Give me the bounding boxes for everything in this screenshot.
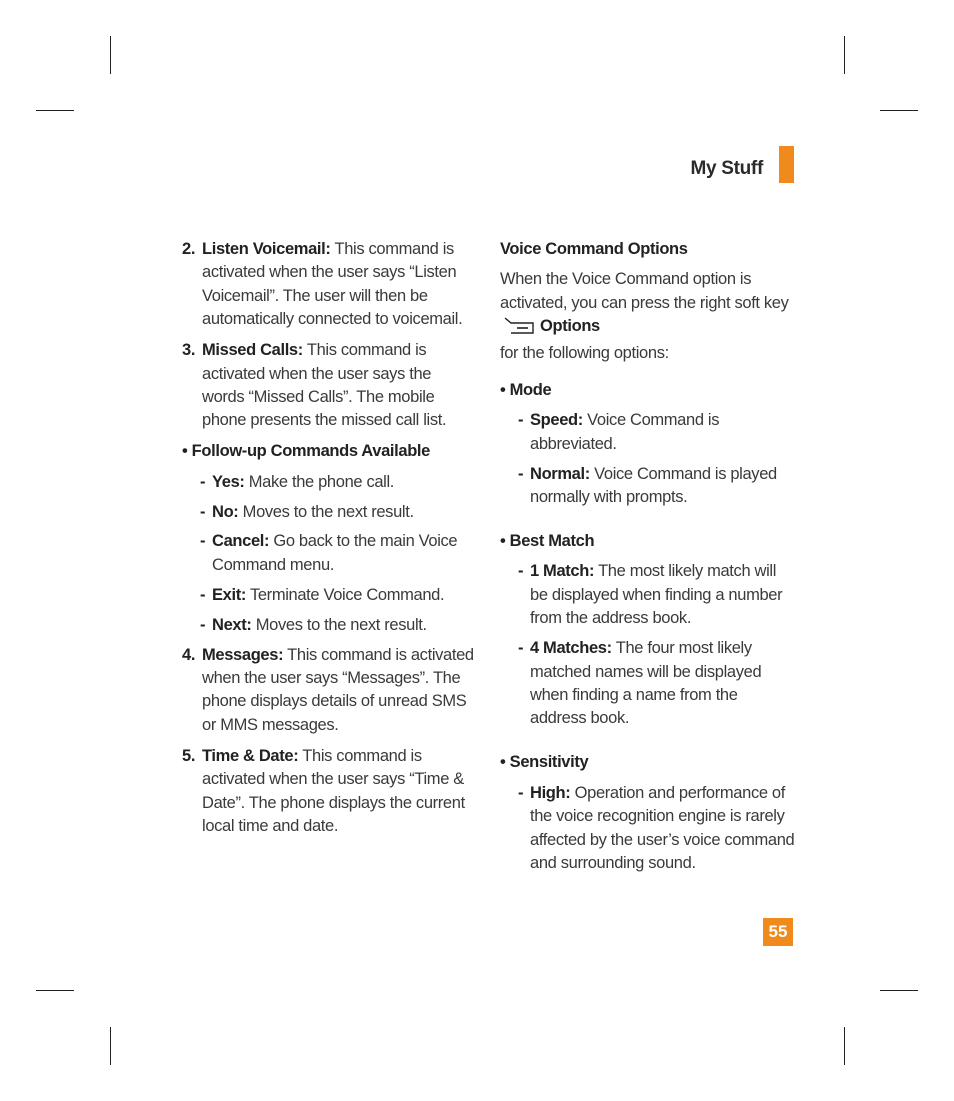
list-item	[182, 339, 474, 433]
sub-item-term: High:	[530, 783, 571, 802]
left-column	[182, 238, 474, 846]
sub-item: - 1 Match: The most likely match will be displayed when finding a number from the address book.	[518, 562, 783, 628]
crop-mark	[880, 990, 918, 991]
sub-item: - 4 Matches: The four most likely matched names will be displayed when finding a name from the address book.	[518, 639, 762, 728]
bullet-heading: • Mode	[500, 381, 552, 400]
sub-item-term: Cancel:	[212, 532, 270, 551]
item-term: Time & Date:	[202, 746, 299, 765]
sub-item: - Cancel: Go back to the main Voice Command menu.	[200, 532, 458, 574]
sub-item: - No: Moves to the next result.	[200, 502, 414, 521]
item-text: This command is activated when the user says “Listen Voicemail”. The user will then be automatically connected to voicemail.	[202, 240, 463, 329]
sub-item-text: Go back to the main Voice Command menu.	[212, 532, 458, 574]
right-column	[500, 238, 796, 882]
sub-item-term: Normal:	[530, 464, 590, 483]
sub-item-text: The four most likely matched names will be displayed when finding a name from the address book.	[530, 639, 762, 728]
intro-text: When the Voice Command option is activated, you can press the right soft key	[500, 270, 789, 312]
crop-mark	[36, 990, 74, 991]
item-text: This command is activated when the user says the words “Missed Calls”. The mobile phone presents the missed call list.	[202, 341, 447, 430]
sub-item: - Next: Moves to the next result.	[200, 615, 427, 634]
item-text: This command is activated when the user says “Time & Date”. The phone displays the current local time and date.	[202, 746, 465, 835]
crop-mark	[110, 1027, 111, 1065]
sub-item: - Speed: Voice Command is abbreviated.	[518, 411, 720, 453]
list-item	[182, 745, 474, 839]
sub-item-term: Speed:	[530, 411, 583, 430]
item-number: 3.	[182, 341, 196, 360]
sub-item: - Normal: Voice Command is played normally with prompts.	[518, 464, 777, 507]
section-title: My Stuff	[690, 158, 763, 179]
item-term: Messages:	[202, 645, 284, 664]
crop-mark	[110, 36, 111, 74]
crop-mark	[880, 110, 918, 111]
bullet-heading: • Sensitivity	[500, 753, 589, 772]
sub-item: - Yes: Make the phone call.	[200, 472, 395, 491]
sub-item-term: 1 Match:	[530, 562, 595, 581]
sub-item-text: The most likely match will be displayed when finding a number from the address book.	[530, 562, 783, 628]
sub-item-text: Voice Command is abbreviated.	[530, 411, 720, 453]
sub-item-term: 4 Matches:	[530, 639, 612, 658]
options-label: Options	[540, 317, 600, 336]
item-term: Listen Voicemail:	[202, 240, 331, 258]
options-intro	[500, 268, 796, 365]
sub-item-text: Make the phone call.	[244, 472, 395, 491]
list-item	[182, 644, 474, 738]
bullet-heading: • Follow-up Commands Available	[182, 442, 430, 461]
sub-item-text: Voice Command is played normally with prompts.	[530, 464, 777, 507]
crop-mark	[844, 36, 845, 74]
sub-item-term: Exit:	[212, 585, 247, 604]
sub-item: - Exit: Terminate Voice Command.	[200, 585, 445, 604]
sub-item-text: Moves to the next result.	[238, 502, 414, 521]
intro-text-end: for the following options:	[500, 343, 669, 362]
page-number: 55	[763, 918, 793, 946]
section-tab-marker	[779, 146, 794, 183]
list-item	[182, 238, 474, 332]
sub-item-text: Terminate Voice Command.	[246, 585, 445, 604]
sub-item-term: No:	[212, 502, 239, 521]
sub-item-text: Operation and performance of the voice recognition engine is rarely affected by the user’s voice command and surrounding sound.	[530, 783, 795, 872]
bullet-heading: • Best Match	[500, 532, 595, 551]
crop-mark	[844, 1027, 845, 1065]
item-text: This command is activated when the user says “Messages”. The phone displays details of unread SMS or MMS messages.	[202, 645, 474, 734]
item-number: 2.	[182, 240, 196, 258]
sub-item-text: Moves to the next result.	[251, 615, 427, 634]
item-number: 4.	[182, 645, 196, 664]
crop-mark	[36, 110, 74, 111]
sub-item-term: Yes:	[212, 472, 245, 491]
sub-item-term: Next:	[212, 615, 252, 634]
options-title: Voice Command Options	[500, 240, 688, 258]
sub-item: - High: Operation and performance of the voice recognition engine is rarely affected by the user’s voice command and surrounding sound.	[518, 783, 795, 872]
item-term: Missed Calls:	[202, 341, 303, 360]
right-soft-key-icon	[504, 317, 534, 341]
item-number: 5.	[182, 746, 196, 765]
